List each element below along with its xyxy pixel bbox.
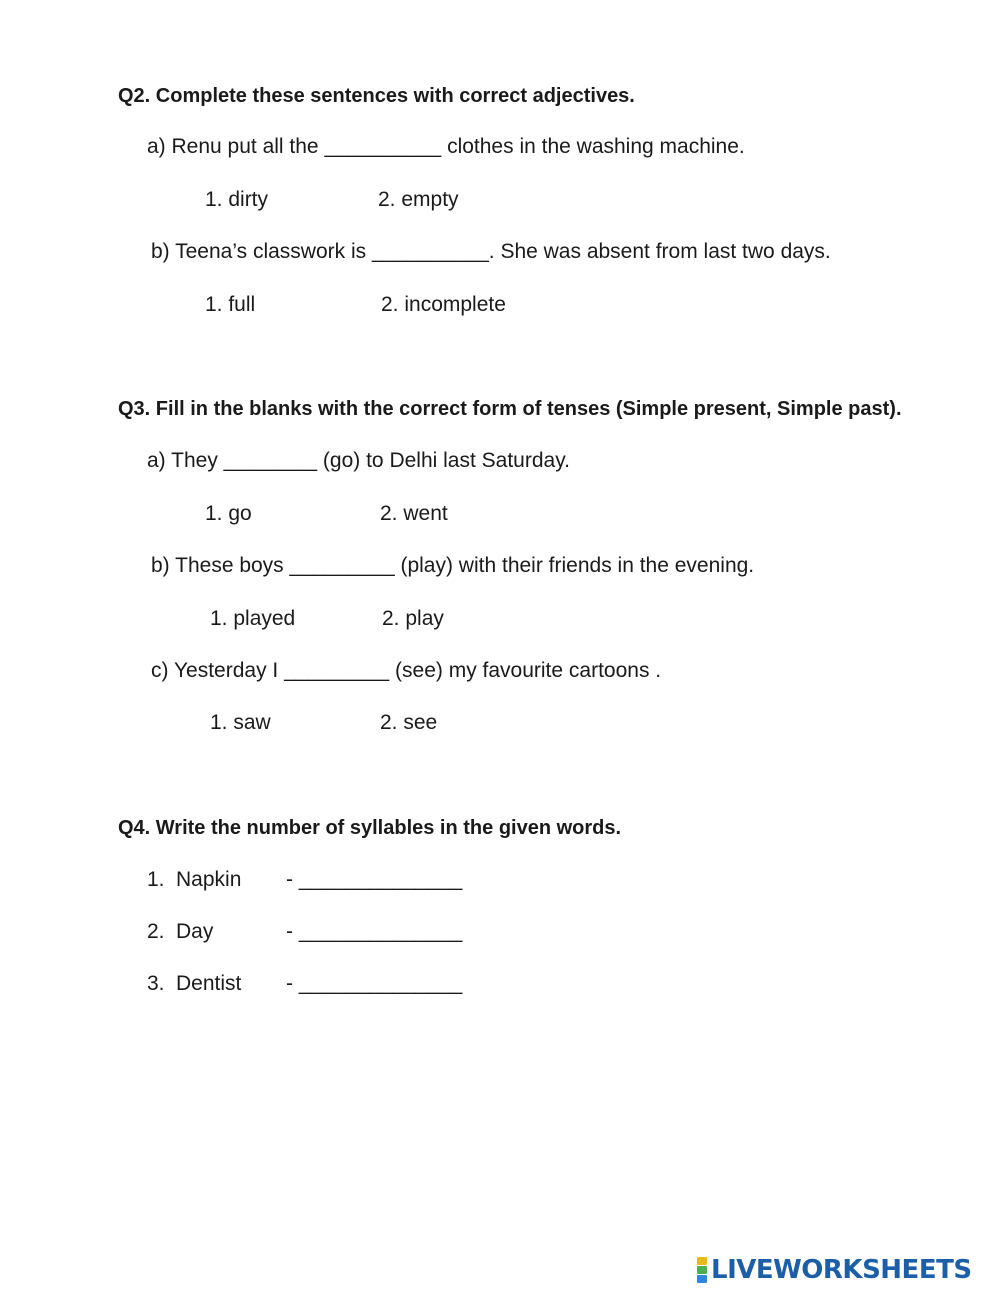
q3-a-sentence: a) They ________ (go) to Delhi last Saturday. xyxy=(147,449,570,472)
q4-item-answer-blank[interactable]: - ______________ xyxy=(286,972,463,995)
q4-item-answer-blank[interactable]: - ______________ xyxy=(286,868,463,891)
logo-block xyxy=(697,1275,707,1283)
logo-text: LIVEWORKSHEETS xyxy=(711,1255,972,1285)
q3-b-option-1[interactable]: 1. played xyxy=(210,607,296,630)
q2-b-option-2[interactable]: 2. incomplete xyxy=(381,293,506,316)
q4-heading: Q4. Write the number of syllables in the given words. xyxy=(118,817,622,839)
liveworksheets-logo-icon xyxy=(697,1257,707,1283)
q3-a-option-1[interactable]: 1. go xyxy=(205,502,252,525)
q4-item-answer-blank[interactable]: - ______________ xyxy=(286,920,463,943)
q4-item-number: 2. xyxy=(147,920,165,943)
q3-c-option-2[interactable]: 2. see xyxy=(380,711,438,734)
q4-item-word: Dentist xyxy=(176,972,242,995)
logo-block xyxy=(697,1266,707,1274)
q3-a-option-2[interactable]: 2. went xyxy=(380,502,448,525)
q2-a-option-1[interactable]: 1. dirty xyxy=(205,188,269,211)
q4-item-number: 1. xyxy=(147,868,165,891)
q2-b-option-1[interactable]: 1. full xyxy=(205,293,256,316)
q4-item-number: 3. xyxy=(147,972,165,995)
q2-b-sentence: b) Teena’s classwork is __________. She was absent from last two days. xyxy=(151,240,831,263)
liveworksheets-logo xyxy=(697,1254,972,1286)
q3-c-option-1[interactable]: 1. saw xyxy=(210,711,271,734)
logo-block xyxy=(697,1257,707,1265)
q3-b-sentence: b) These boys _________ (play) with their friends in the evening. xyxy=(151,554,755,577)
q4-item-word: Day xyxy=(176,920,214,943)
q2-a-option-2[interactable]: 2. empty xyxy=(378,188,459,211)
q4-item-word: Napkin xyxy=(176,868,242,891)
q3-b-option-2[interactable]: 2. play xyxy=(382,607,444,630)
q3-heading: Q3. Fill in the blanks with the correct form of tenses (Simple present, Simple past). xyxy=(118,398,902,420)
q2-heading: Q2. Complete these sentences with correct adjectives. xyxy=(118,85,635,107)
q2-a-sentence: a) Renu put all the __________ clothes in the washing machine. xyxy=(147,135,745,158)
q3-c-sentence: c) Yesterday I _________ (see) my favourite cartoons . xyxy=(151,659,662,682)
